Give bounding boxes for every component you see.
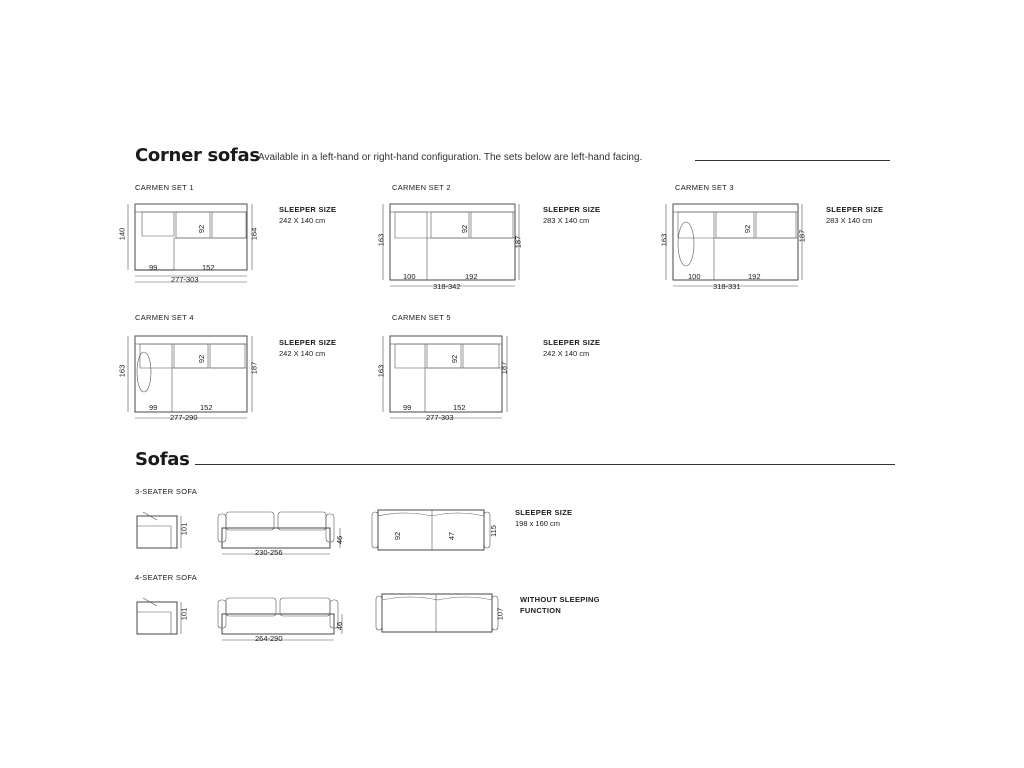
sofas-title-rule (195, 464, 895, 465)
three-seater-dim-top-b: 47 (447, 531, 457, 541)
set-1-dim-b2: 152 (202, 263, 215, 272)
set-4-dim-right: 187 (249, 361, 259, 375)
set-label-1: CARMEN SET 1 (135, 183, 194, 192)
three-seater-note-value: 198 x 160 cm (515, 519, 561, 528)
set-5-dim-b2: 152 (453, 403, 466, 412)
set-3-dim-right: 187 (797, 229, 807, 243)
set-1-dim-inner: 92 (197, 224, 207, 234)
four-seater-dim-top-depth: 107 (495, 607, 505, 621)
set-3-sleeper-value: 283 X 140 cm (826, 216, 873, 225)
set-3-dim-b2: 192 (748, 272, 761, 281)
set-2-sleeper-value: 283 X 140 cm (543, 216, 590, 225)
set-5-dim-total: 277-303 (426, 413, 454, 422)
set-label-5: CARMEN SET 5 (392, 313, 451, 322)
set-4-sleeper-title: SLEEPER SIZE (279, 338, 337, 347)
set-label-2: CARMEN SET 2 (392, 183, 451, 192)
set-1-dim-left: 140 (117, 227, 127, 241)
set-1-dim-total: 277-303 (171, 275, 199, 284)
set-3-dim-total: 318-331 (713, 282, 741, 291)
three-seater-note-title: SLEEPER SIZE (515, 508, 573, 517)
set-4-dim-b2: 152 (200, 403, 213, 412)
set-3-dim-inner: 92 (743, 224, 753, 234)
set-4-dim-inner: 92 (197, 354, 207, 364)
set-2-dim-right: 187 (513, 235, 523, 249)
three-seater-dim-top-a: 92 (393, 531, 403, 541)
four-seater-note-line-2: FUNCTION (520, 606, 562, 615)
set-1-sleeper-title: SLEEPER SIZE (279, 205, 337, 214)
set-2-dim-b1: 100 (403, 272, 416, 281)
four-seater-side-view (135, 594, 185, 636)
set-2-sleeper-title: SLEEPER SIZE (543, 205, 601, 214)
set-1-dim-right: 164 (249, 227, 259, 241)
set-label-4: CARMEN SET 4 (135, 313, 194, 322)
set-4-dim-b1: 99 (149, 403, 158, 412)
set-5-dim-right: 187 (499, 361, 509, 375)
set-3-sleeper-title: SLEEPER SIZE (826, 205, 884, 214)
four-seater-dim-side: 101 (179, 607, 189, 621)
four-seater-top-view (374, 590, 504, 640)
three-seater-top-view (370, 506, 500, 556)
three-seater-dim-width: 230-256 (255, 548, 283, 557)
three-seater-side-view (135, 508, 185, 550)
set-4-sleeper-value: 242 X 140 cm (279, 349, 326, 358)
set-5-dim-left: 163 (376, 364, 386, 378)
three-seater-dim-top-depth: 115 (488, 525, 498, 537)
corner-title-rule (695, 160, 890, 161)
three-seater-front-view (218, 508, 348, 558)
set-5-dim-b1: 99 (403, 403, 412, 412)
set-5-dim-inner: 92 (450, 354, 460, 364)
corner-sofas-subtitle: Available in a left-hand or right-hand configuration. The sets below are left-hand facing. (258, 152, 643, 163)
set-1-sleeper-value: 242 X 140 cm (279, 216, 326, 225)
four-seater-label: 4-SEATER SOFA (135, 573, 198, 582)
set-label-3: CARMEN SET 3 (675, 183, 734, 192)
four-seater-dim-width: 264-290 (255, 634, 283, 643)
set-3-dim-left: 163 (659, 233, 669, 247)
set-4-dim-left: 163 (117, 364, 127, 378)
set-4-dim-total: 277-290 (170, 413, 198, 422)
set-5-sleeper-value: 242 X 140 cm (543, 349, 590, 358)
four-seater-note-line-1: WITHOUT SLEEPING (520, 595, 600, 604)
corner-sofas-title: Corner sofas (135, 145, 260, 166)
set-2-dim-inner: 92 (460, 224, 470, 234)
sofas-title: Sofas (135, 449, 190, 470)
set-3-dim-b1: 100 (688, 272, 701, 281)
four-seater-front-view (218, 594, 348, 644)
set-2-dim-b2: 192 (465, 272, 478, 281)
three-seater-dim-height: 46 (335, 535, 345, 545)
set-2-dim-total: 318-342 (433, 282, 461, 291)
three-seater-dim-side: 101 (179, 522, 189, 536)
set-2-dim-left: 163 (376, 233, 386, 247)
set-5-sleeper-title: SLEEPER SIZE (543, 338, 601, 347)
four-seater-dim-height: 46 (335, 621, 345, 631)
set-1-dim-b1: 99 (149, 263, 158, 272)
three-seater-label: 3-SEATER SOFA (135, 487, 198, 496)
